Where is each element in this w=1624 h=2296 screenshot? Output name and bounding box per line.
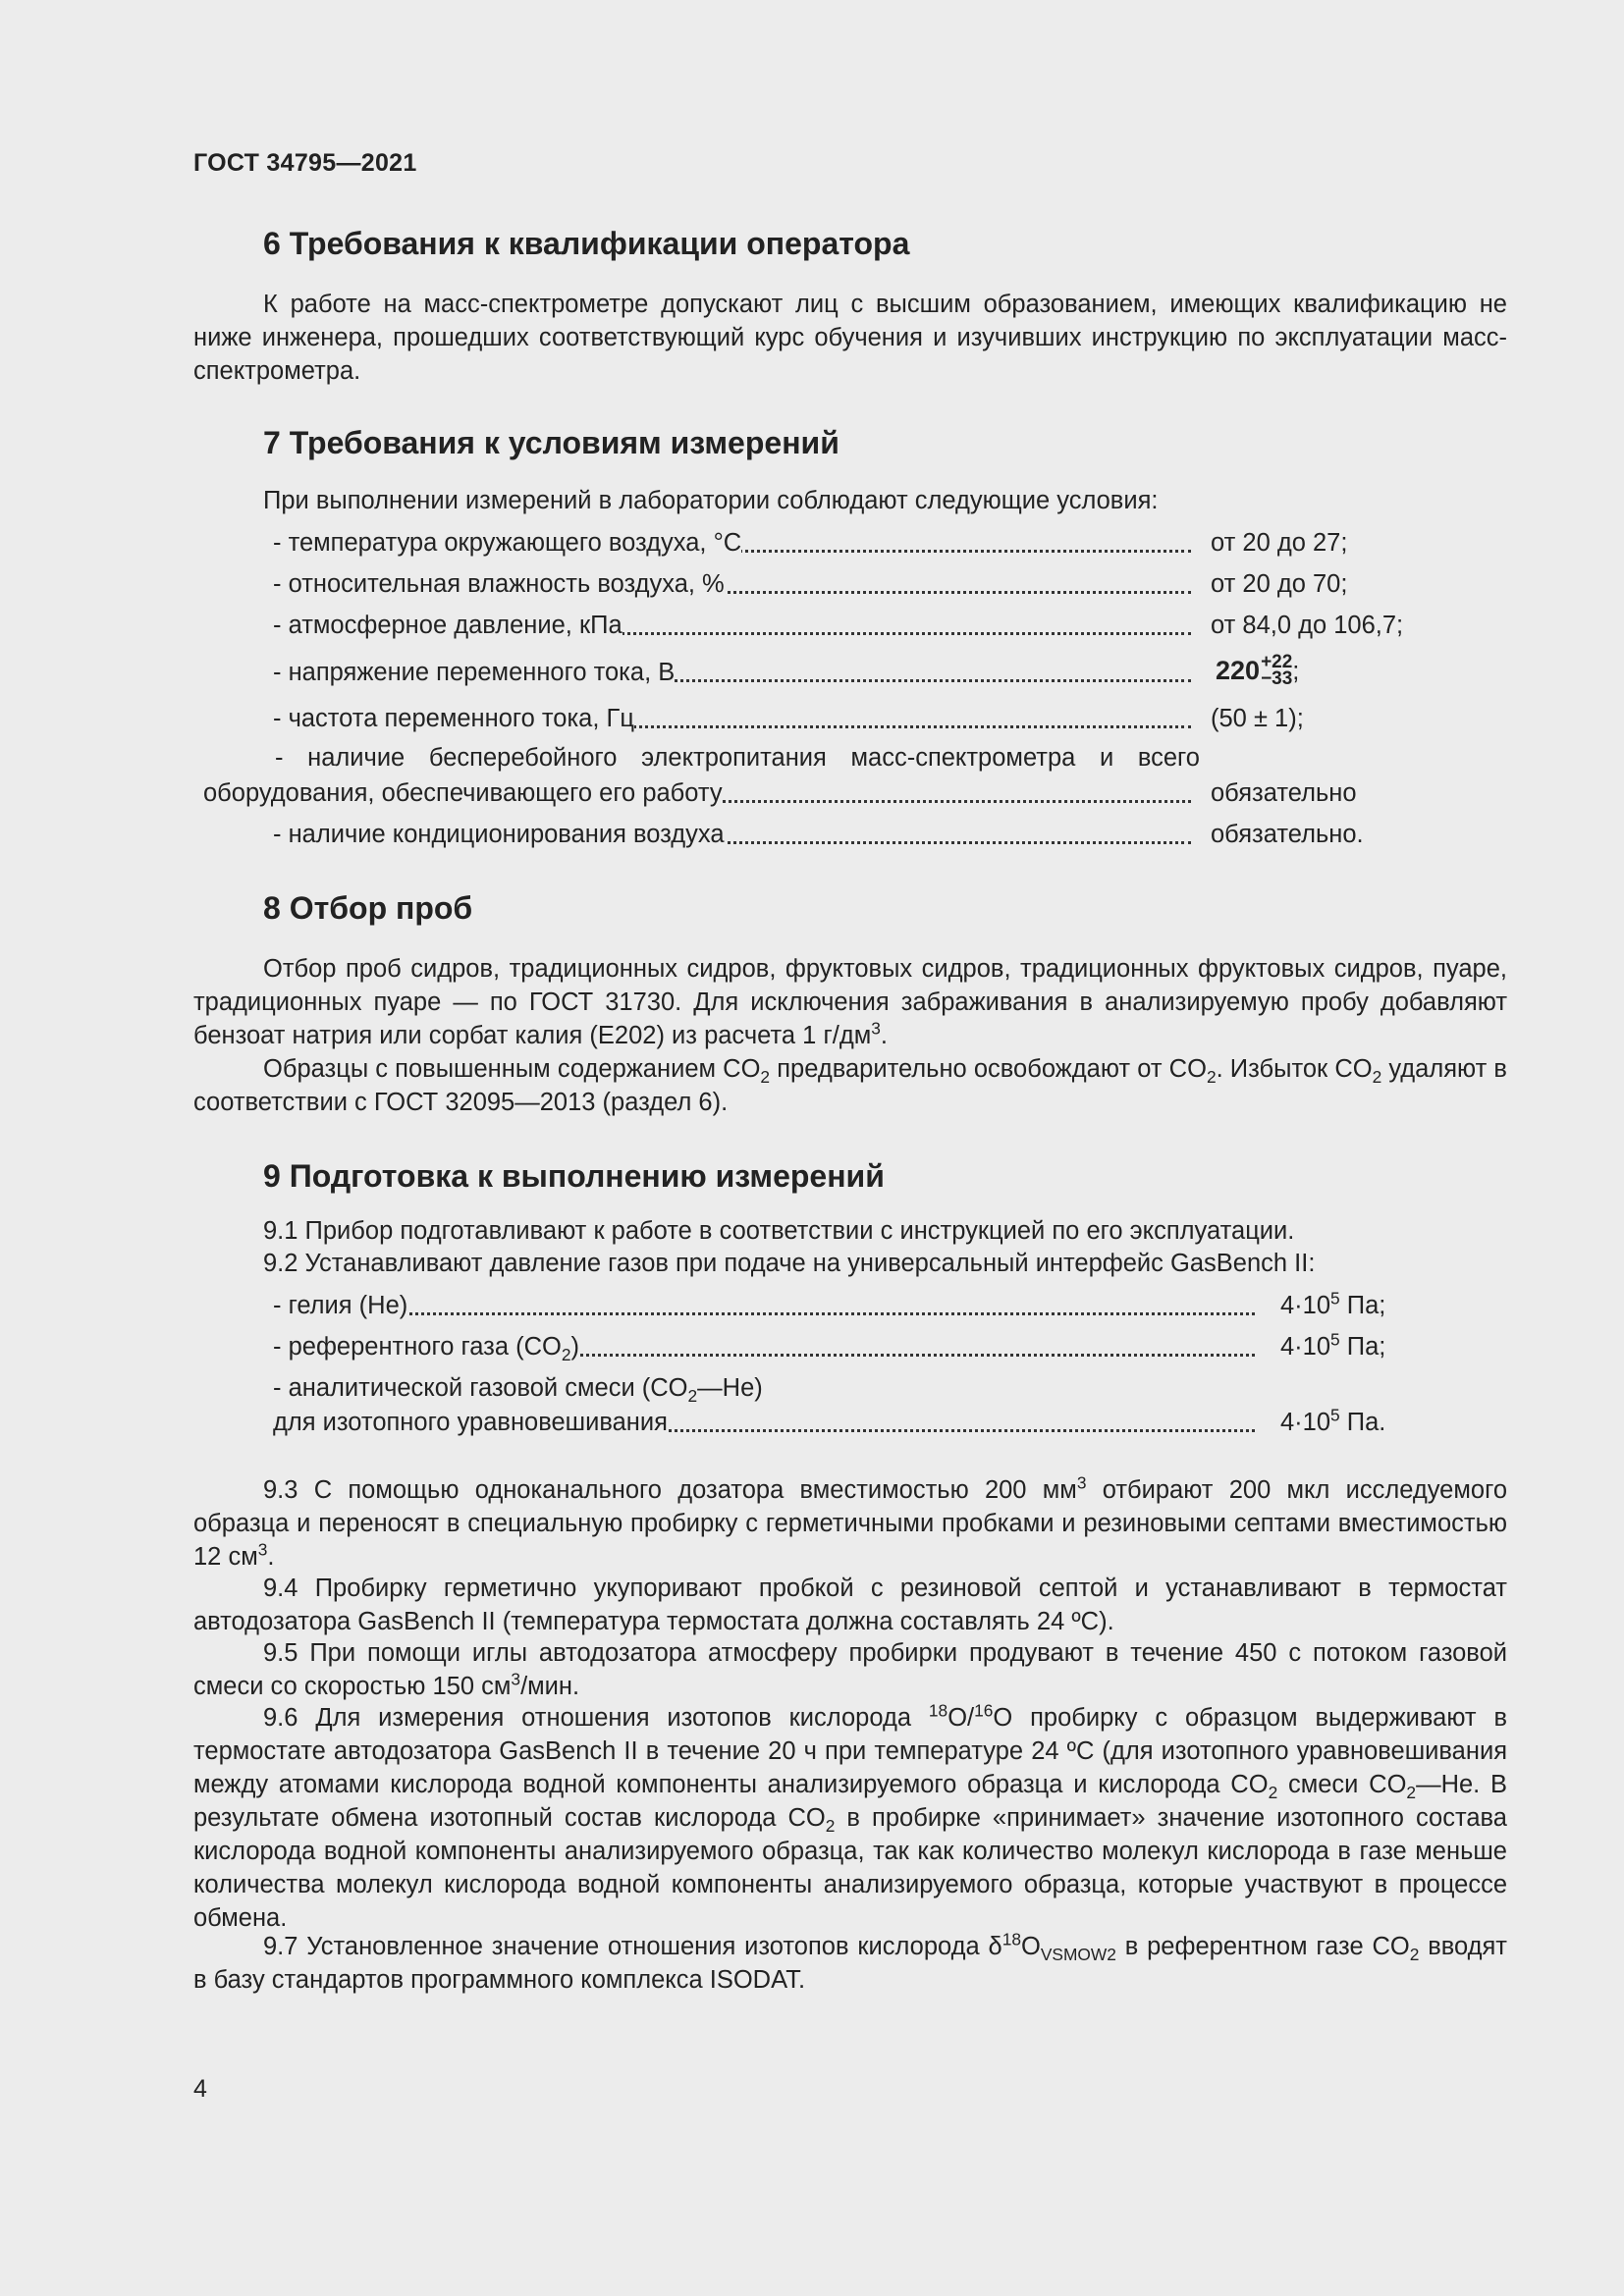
gas-label: для изотопного уравновешивания: [273, 1406, 1255, 1439]
section-8-paragraph-2: Образцы с повышенным содержанием $CO_2$ предварительно освобождают от $CO_2$. Избыток $CO_2$ удаляют в соответствии с ГОСТ 32095—2013 (раздел 6).: [193, 1055, 1507, 1116]
gas-label: - гелия (He): [273, 1289, 1255, 1322]
condition-label: - частота переменного тока, Гц: [273, 702, 1191, 735]
condition-value: от 20 до 27;: [1211, 529, 1348, 557]
condition-label: - атмосферное давление, кПа: [273, 609, 1191, 642]
gas-label-line1: - аналитической газовой смеси $(CO_2—He)$: [273, 1374, 763, 1407]
voltage-value: 220 +22 −33 ;: [1216, 651, 1300, 689]
gas-pressure: $4\cdot 10^5$ Па;: [1280, 1288, 1386, 1319]
gas-label: - референтного газа $(CO_2)$: [273, 1330, 1255, 1363]
paragraph-9-1: 9.1 Прибор подготавливают к работе в соответствии с инструкцией по его эксплуатации.: [263, 1217, 1295, 1245]
section-7-intro: При выполнении измерений в лаборатории соблюдают следующие условия:: [263, 487, 1159, 514]
condition-label-line1: - наличие бесперебойного электропитания масс-спектрометра и всего: [275, 744, 1200, 772]
condition-label: - относительная влажность воздуха, %: [273, 567, 1191, 601]
condition-label: оборудования, обеспечивающего его работу: [203, 776, 1191, 810]
section-9-title: 9 Подготовка к выполнению измерений: [263, 1158, 885, 1194]
document-code: ГОСТ 34795—2021: [193, 149, 417, 177]
section-8-paragraph-1: Отбор проб сидров, традиционных сидров, фруктовых сидров, традиционных фруктовых сидров, пуаре, традиционных пуаре — по ГОСТ 31730. Для исключения забраживания в анализируемую пробу добавляют бензоат натрия или сорбат калия (Е202) из расчета 1 $г/дм^3$.: [193, 955, 1507, 1049]
paragraph-9-2: 9.2 Устанавливают давление газов при подаче на универсальный интерфейс GasBench II:: [263, 1250, 1316, 1277]
condition-value: (50 ± 1);: [1211, 705, 1304, 732]
condition-value: от 20 до 70;: [1211, 570, 1348, 598]
condition-label: - наличие кондиционирования воздуха: [273, 818, 1191, 851]
condition-label: - напряжение переменного тока, В: [273, 656, 1191, 689]
section-7-title: 7 Требования к условиям измерений: [263, 425, 839, 460]
paragraph-9-4: 9.4 Пробирку герметично укупоривают пробкой с резиновой септой и устанавливают в термостат автодозатора GasBench II (температура термостата должна составлять 24 ºС).: [193, 1575, 1507, 1635]
paragraph-9-3: 9.3 С помощью одноканального дозатора вместимостью 200 $мм^3$ отбирают 200 мкл исследуемого образца и переносят в специальную пробирку с герметичными пробками и резиновыми септами вместимостью 12 $см^3$.: [193, 1472, 1508, 1571]
condition-value: от 84,0 до 106,7;: [1211, 612, 1404, 639]
gas-pressure: $4\cdot 10^5$ Па;: [1280, 1329, 1386, 1361]
paragraph-9-5: 9.5 При помощи иглы автодозатора атмосферу пробирки продувают в течение 450 с потоком газовой смеси со скоростью 150 $см^3$/мин.: [193, 1639, 1507, 1700]
section-6-paragraph: К работе на масс-спектрометре допускают лиц с высшим образованием, имеющих квалификацию не ниже инженера, прошедших соответствующий курс обучения и изучивших инструкцию по эксплуатации масс-спектрометра.: [193, 291, 1507, 385]
section-6-title: 6 Требования к квалификации оператора: [263, 226, 910, 261]
condition-value: обязательно: [1211, 779, 1357, 807]
paragraph-9-7: 9.7 Установленное значение отношения изотопов кислорода $\delta^{18}O_{VSMOW2}$ в референтном газе $CO_2$ вводят в базу стандартов программного комплекса ISODAT.: [193, 1929, 1507, 1994]
section-8-title: 8 Отбор проб: [263, 890, 473, 926]
page-number: 4: [193, 2075, 207, 2103]
condition-value: обязательно.: [1211, 821, 1364, 848]
condition-label: - температура окружающего воздуха, °С: [273, 526, 1191, 560]
paragraph-9-6: 9.6 Для измерения отношения изотопов кислорода $^{18}$O/$^{16}$O пробирку с образцом выдерживают в термостате автодозатора GasBench II в течение 20 ч при температуре 24 ºС (для изотопного уравновешивания между атомами кислорода водной компоненты анализируемого образца и кислорода $CO_2$ смеси $CO_2—He$. В результате обмена изотопный состав кислорода $CO_2$ в пробирке «принимает» значение изотопного состава кислорода водной компоненты анализируемого образца, так как количество молекул кислорода в газе меньше количества молекул кислорода водной компоненты анализируемого образца, которые участвуют в процессе обмена.: [193, 1700, 1508, 1932]
gas-pressure: $4\cdot 10^5$ Па.: [1280, 1405, 1386, 1436]
